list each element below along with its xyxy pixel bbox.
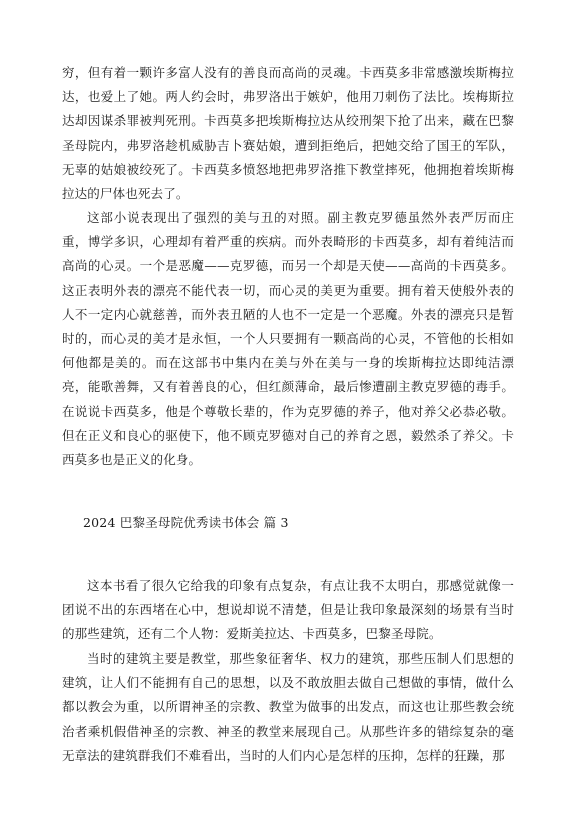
- body-paragraph-2: 这部小说表现出了强烈的美与丑的对照。副主教克罗德虽然外表严厉而庄重，博学多识，心理却有着严重的疾病。而外表畸形的卡西莫多，却有着纯洁而高尚的心灵。一个是恶魔——克罗德，而另一个却是天使——高尚的卡西莫多。这正表明外表的漂亮不能代表一切，而心灵的美更为重要。拥有着天使般外表的人不一定内心就慈善，而外表丑陋的人也不一定是一个恶魔。外表的漂亮只是暂时的，而心灵的美才是永恒，一个人只要拥有一颗高尚的心灵，不管他的长相如何他都是美的。而在这部书中集内在美与外在美与一身的埃斯梅拉达即纯洁漂亮，能歌善舞，又有着善良的心，但红颜薄命，最后惨遭副主教克罗德的毒手。在说说卡西莫多，他是个尊敬长辈的，作为克罗德的养子，他对养父必恭必敬。但在正义和良心的驱使下，他不顾克罗德对自己的养育之恩，毅然杀了养父。卡西莫多也是正义的化身。: [62, 210, 514, 468]
- body-paragraph-3: 这本书看了很久它给我的印象有点复杂，有点让我不太明白，那感觉就像一团说不出的东西堵在心中，想说却说不清楚，但是让我印象最深刻的场景有当时的那些建筑，还有二个人物：爱斯美拉达、卡西莫多，巴黎圣母院。: [62, 578, 514, 642]
- section-heading: 2024 巴黎圣母院优秀读书体会 篇 3: [83, 515, 289, 530]
- body-paragraph-4: 当时的建筑主要是教堂，那些象征奢华、权力的建筑，那些压制人们思想的建筑，让人们不能拥有自己的思想，以及不敢放胆去做自己想做的事情，做什么都以教会为重，以所谓神圣的宗教、教堂为做事的出发点，而这也让那些教会统治者乘机假借神圣的宗教、神圣的教堂来展现自己。从那些许多的错综复杂的毫无章法的建筑群我们不难看出，当时的人们内心是怎样的压抑，怎样的狂躁，那: [62, 651, 514, 763]
- body-paragraph-1: 穷，但有着一颗许多富人没有的善良而高尚的灵魂。卡西莫多非常感激埃斯梅拉达，也爱上了她。两人约会时，弗罗洛出于嫉妒，他用刀刺伤了法比。埃梅斯拉达却因谋杀罪被判死刑。卡西莫多把埃斯梅拉达从绞刑架下抢了出来，藏在巴黎圣母院内，弗罗洛趁机威胁吉卜赛姑娘，遭到拒绝后，把她交给了国王的军队，无辜的姑娘被绞死了。卡西莫多愤怒地把弗罗洛推下教堂摔死，他拥抱着埃斯梅拉达的尸体也死去了。: [62, 65, 514, 202]
